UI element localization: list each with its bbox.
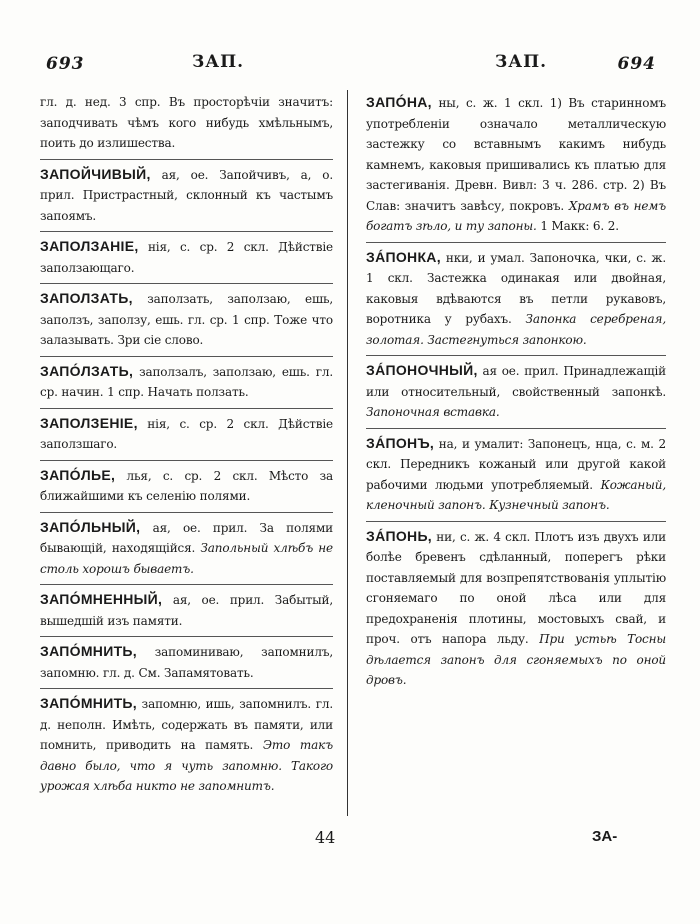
entry-definition: нки, и умал. Запоночка, чки, с. ж. 1 скл. Застежка одинакая или двойная, каковыя вдѣваются въ петли рукавовъ, воротника у рубахъ.	[366, 250, 666, 326]
dictionary-entry	[40, 92, 333, 154]
entry-definition: ая, ое. Запойчивъ, а, о. прил. Пристрастный, склонный къ частымъ запоямъ.	[40, 167, 333, 223]
entry-example: Храмъ въ немъ богатъ зѣло, и ту запоны.	[366, 198, 666, 233]
dictionary-entry	[40, 465, 333, 507]
entry-example: Кожаный, кленочный запонъ. Кузнечный запонъ.	[366, 477, 666, 512]
page-header	[40, 52, 660, 82]
dictionary-entry	[40, 164, 333, 227]
running-head-left: ЗАП.	[192, 52, 245, 72]
entry-example: При устьѣ Тосны дѣлается запонъ для сгоняемыхъ по оной дровъ.	[366, 632, 666, 687]
entry-definition: заползалъ, заползаю, ешь. гл. ср. начин. 1 спр. Начать ползать.	[40, 364, 333, 399]
entry-definition: запоминиваю, запомнилъ, запомню. гл. д. См. Запамятовать.	[40, 645, 333, 680]
entry-separator	[40, 356, 333, 357]
dictionary-entry	[40, 641, 333, 683]
entry-definition: ая, ое. прил. Забытый, вышедшій изъ памяти.	[40, 593, 333, 628]
entry-headword: ЗАПÓМНИТЬ,	[40, 695, 137, 711]
dictionary-entry	[366, 360, 666, 423]
page-number-left: 693	[46, 54, 85, 74]
entry-definition: ны, с. ж. 1 скл. 1) Въ старинномъ употребленіи означало металлическую застежку со вставнымъ какимъ нибудь камнемъ, каковыя пришивались къ платью для застегиванія. Древн. Вивл: 3 ч. 286. стр. 2) Въ Слав: значитъ завѣсу, покровъ.	[366, 96, 666, 213]
entry-headword: ЗАПОЙЧИВЫЙ,	[40, 165, 151, 182]
column-divider	[347, 90, 348, 816]
dictionary-entry	[40, 236, 333, 278]
entry-headword: ЗÁПОНОЧНЫЙ,	[366, 362, 478, 378]
dictionary-entry	[366, 526, 666, 691]
entry-definition: заползать, заползаю, ешь, заползъ, заползу, ешь. гл. ср. 1 спр. Тоже что залазывать. Зри сіе слово.	[40, 292, 333, 347]
dictionary-entry	[40, 361, 333, 403]
entry-separator	[40, 231, 333, 232]
entry-separator	[40, 460, 333, 461]
entry-separator	[366, 242, 666, 243]
dictionary-entry	[40, 288, 333, 351]
entry-separator	[366, 355, 666, 356]
entry-separator	[40, 283, 333, 284]
entry-separator	[40, 688, 333, 689]
entry-definition: на, и умалит: Запонецъ, нца, с. м. 2 скл. Передникъ кожаный или другой какой рабочими людьми употребляемый.	[366, 436, 666, 492]
entry-separator	[40, 636, 333, 637]
entry-headword: ЗÁПОНКА,	[366, 248, 441, 265]
entry-definition: ая ое. прил. Принадлежащій или относительный, свойственный запонкѣ.	[366, 364, 666, 399]
entry-definition: ни, с. ж. 4 скл. Плотъ изъ двухъ или болѣе бревенъ сдѣланный, поперегъ рѣки поставляемый для возпрепятствованія уплытію сгоняемаго по оной лѣса или для предохраненія плотины, мостовыхъ свай, и проч. отъ напора льду.	[366, 529, 666, 646]
signature-mark: 44	[315, 828, 336, 847]
entry-separator	[40, 584, 333, 585]
entry-definition: лья, с. ср. 2 скл. Мѣсто за ближайшими къ селенію полями.	[40, 468, 333, 503]
entry-definition: ая, ое. прил. За полями бывающій, находящійся.	[40, 520, 333, 555]
entry-example: Это такъ давно было, что я чуть запомню. Такого урожая хлѣба никто не запомнитъ.	[40, 738, 333, 793]
dictionary-entry	[366, 433, 666, 516]
entry-separator	[366, 428, 666, 429]
entry-separator	[40, 159, 333, 160]
entry-definition: нія, с. ср. 2 скл. Дѣйствіе заползающаго.	[40, 240, 333, 275]
entry-headword: ЗАПÓЛЬЕ,	[40, 466, 116, 483]
entry-example: Запонка серебреная, золотая. Застегнуться запонкою.	[366, 312, 666, 347]
entry-headword: ЗÁПОНЬ,	[366, 527, 432, 544]
entry-headword: ЗАПОЛЗЕНІЕ,	[40, 414, 138, 431]
dictionary-entry	[40, 693, 333, 797]
entry-headword: ЗАПÓЛЗАТЬ,	[40, 362, 134, 379]
entry-separator	[40, 512, 333, 513]
entry-headword: ЗАПÓНА,	[366, 94, 432, 110]
entry-definition: гл. д. нед. 3 спр. Въ просторѣчіи значитъ: заподчивать чѣмъ кого нибудь хмѣльнымъ, поить до излишества.	[40, 95, 333, 150]
left-column	[40, 92, 333, 802]
entry-headword: ЗАПОЛЗАТЬ,	[40, 290, 133, 306]
entry-example: Запоночная вставка.	[366, 405, 500, 419]
entry-example: Запольный хлѣбъ не столь хорошъ бываетъ.	[40, 541, 333, 576]
dictionary-entry	[366, 92, 666, 237]
entry-headword: ЗÁПОНЪ,	[366, 434, 435, 451]
entry-definition: нія, с. ср. 2 скл. Дѣйствіе заползшаго.	[40, 416, 333, 451]
entry-headword: ЗАПОЛЗАНІЕ,	[40, 238, 139, 254]
dictionary-entry	[40, 517, 333, 580]
catchword: ЗА-	[592, 828, 618, 845]
entry-definition: запомню, ишь, запомнилъ. гл. д. неполн. Имѣть, содержать въ памяти, или помнить, приводить на память.	[40, 697, 333, 752]
entry-reference: 1 Макк: 6. 2.	[536, 219, 619, 233]
page-number-right: 694	[617, 54, 656, 74]
dictionary-entry	[40, 413, 333, 455]
running-head-right: ЗАП.	[495, 52, 548, 72]
entry-separator	[40, 408, 333, 409]
entry-headword: ЗАПÓМНИТЬ,	[40, 643, 137, 659]
right-column	[366, 92, 666, 696]
dictionary-entry	[40, 589, 333, 631]
entry-headword: ЗАПÓМНЕННЫЙ,	[40, 591, 163, 607]
entry-headword: ЗАПÓЛЬНЫЙ,	[40, 518, 141, 535]
dictionary-entry	[366, 247, 666, 351]
entry-separator	[366, 521, 666, 522]
